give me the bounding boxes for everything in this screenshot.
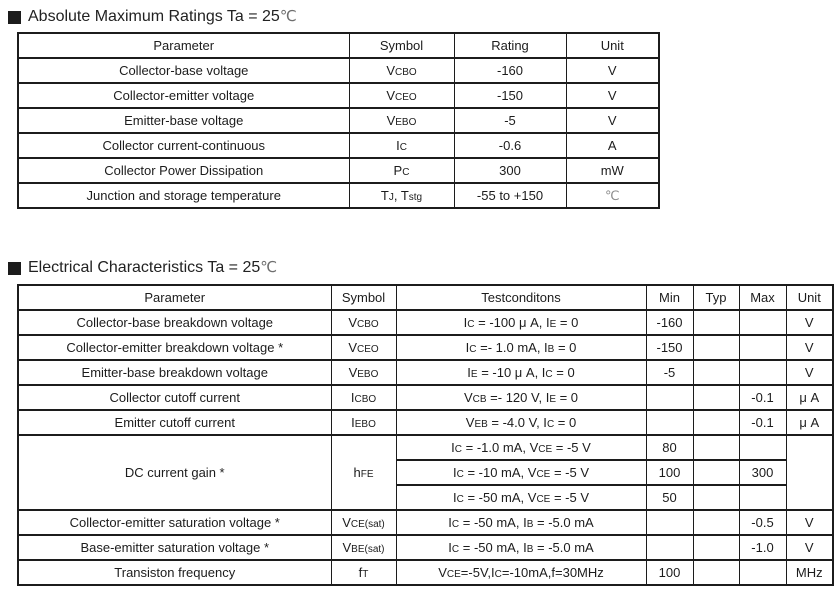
min-cell: 80 — [646, 435, 693, 460]
unit-cell: MHz — [786, 560, 833, 585]
rating-cell: -160 — [454, 58, 566, 83]
text-segment: = -1.0 mA, V — [462, 440, 539, 455]
text-segment: C — [494, 569, 502, 580]
text-segment: = -5 V — [550, 465, 590, 480]
text-segment: stg — [408, 192, 423, 203]
max-cell: -1.0 — [739, 535, 786, 560]
electrical-table — [17, 284, 834, 586]
testcondition-cell — [396, 485, 646, 510]
text-segment: I — [465, 340, 470, 355]
text-segment: I — [350, 390, 355, 405]
max-cell — [739, 485, 786, 510]
header-unit: Unit — [786, 285, 833, 310]
unit-cell: ℃ — [566, 183, 659, 208]
abs-max-title-text — [28, 7, 297, 27]
rating-cell: 300 — [454, 158, 566, 183]
text-segment: = -50 mA, V — [463, 490, 537, 505]
typ-cell — [693, 560, 739, 585]
typ-cell — [693, 310, 739, 335]
typ-cell — [693, 360, 739, 385]
text-segment: CE(sat) — [350, 519, 385, 530]
text-segment: FE — [360, 469, 374, 480]
degree-symbol: ℃ — [279, 8, 297, 25]
text-segment: C — [456, 494, 464, 505]
text-segment: B — [526, 544, 534, 555]
text-segment: C — [469, 344, 477, 355]
unit-cell: V — [786, 335, 833, 360]
testcondition-cell — [396, 560, 646, 585]
text-segment: P — [393, 163, 403, 178]
typ-cell — [693, 460, 739, 485]
text-segment: C — [546, 419, 555, 430]
unit-cell: μ A — [786, 410, 833, 435]
text-segment: V — [386, 88, 395, 103]
header-parameter: Parameter — [18, 285, 331, 310]
unit-cell: V — [786, 510, 833, 535]
text-segment: = -50 mA, I — [459, 515, 527, 530]
symbol-cell — [331, 435, 396, 510]
text-segment: I — [451, 440, 455, 455]
testcondition-cell — [396, 310, 646, 335]
text-segment: = -100 μ A, I — [474, 315, 550, 330]
text-segment: h — [353, 465, 361, 480]
text-segment: =- 1.0 mA, I — [476, 340, 548, 355]
param-cell: Collector-emitter breakdown voltage * — [18, 335, 331, 360]
text-segment: = 0 — [554, 340, 577, 355]
unit-cell — [786, 435, 833, 510]
text-segment: V — [386, 63, 395, 78]
table-row — [18, 510, 833, 535]
unit-cell: V — [786, 310, 833, 335]
text-segment: I — [448, 540, 452, 555]
text-segment: = -5 V — [550, 490, 590, 505]
param-cell: Collector Power Dissipation — [18, 158, 349, 183]
max-cell: -0.1 — [739, 385, 786, 410]
symbol-cell — [331, 410, 396, 435]
text-segment: I — [396, 138, 400, 153]
text-segment: V — [342, 540, 352, 555]
symbol-cell — [331, 360, 396, 385]
rating-cell: -55 to +150 — [454, 183, 566, 208]
typ-cell — [693, 435, 739, 460]
text-segment: = 0 — [555, 390, 579, 405]
text-segment: = 0 — [556, 315, 579, 330]
header-symbol: Symbol — [331, 285, 396, 310]
header-max: Max — [739, 285, 786, 310]
abs-max-table — [17, 32, 660, 209]
typ-cell — [693, 335, 739, 360]
unit-cell: μ A — [786, 385, 833, 410]
header-unit: Unit — [566, 33, 659, 58]
text-segment: J — [388, 192, 394, 203]
table-row — [18, 335, 833, 360]
elec-title-text — [28, 258, 277, 278]
symbol-cell — [331, 385, 396, 410]
max-cell — [739, 310, 786, 335]
param-cell: DC current gain * — [18, 435, 331, 510]
text-segment: EB — [474, 419, 488, 430]
text-segment: CE — [446, 569, 461, 580]
header-rating: Rating — [454, 33, 566, 58]
table-row — [18, 310, 833, 335]
param-cell: Collector-base voltage — [18, 58, 349, 83]
max-cell: -0.1 — [739, 410, 786, 435]
square-bullet-icon — [8, 262, 21, 275]
text-segment: I — [452, 465, 457, 480]
table-row — [18, 158, 659, 183]
param-cell: Transiston frequency — [18, 560, 331, 585]
text-segment: I — [448, 515, 452, 530]
table-row — [18, 133, 659, 158]
text-segment: CE — [536, 494, 551, 505]
unit-cell: V — [786, 360, 833, 385]
symbol-cell — [349, 183, 454, 208]
header-typ: Typ — [693, 285, 739, 310]
text-segment: T — [380, 188, 389, 203]
param-cell: Collector-base breakdown voltage — [18, 310, 331, 335]
table-row — [18, 360, 833, 385]
header-min: Min — [646, 285, 693, 310]
text-segment: E — [470, 369, 478, 380]
table-row — [18, 435, 833, 460]
symbol-cell — [331, 560, 396, 585]
header-testconditions: Testconditons — [396, 285, 646, 310]
text-segment: C — [451, 519, 460, 530]
text-segment: =- 120 V, I — [486, 390, 550, 405]
degree-symbol: ℃ — [260, 259, 278, 276]
text-segment: CB — [472, 394, 487, 405]
text-segment: C — [545, 369, 553, 380]
text-segment: = -50 mA, I — [459, 540, 527, 555]
min-cell: 100 — [646, 460, 693, 485]
text-segment: EBO — [395, 117, 417, 128]
typ-cell — [693, 535, 739, 560]
param-cell: Emitter-base voltage — [18, 108, 349, 133]
param-cell: Collector-emitter voltage — [18, 83, 349, 108]
min-cell — [646, 535, 693, 560]
text-segment: CBO — [395, 67, 417, 78]
text-segment: I — [452, 490, 457, 505]
symbol-cell — [349, 83, 454, 108]
testcondition-cell — [396, 535, 646, 560]
param-cell: Base-emitter saturation voltage * — [18, 535, 331, 560]
symbol-cell — [331, 535, 396, 560]
table-row — [18, 535, 833, 560]
text-segment: I — [351, 415, 355, 430]
title-text: Absolute Maximum Ratings Ta = 25 — [28, 8, 280, 25]
text-segment: C — [456, 469, 464, 480]
symbol-cell — [349, 58, 454, 83]
table-row — [18, 108, 659, 133]
text-segment: = -5.0 mA — [533, 540, 594, 555]
text-segment: C — [402, 167, 410, 178]
table-row — [18, 410, 833, 435]
text-segment: EBO — [357, 369, 379, 380]
symbol-cell — [349, 108, 454, 133]
min-cell: -5 — [646, 360, 693, 385]
text-segment: CEO — [357, 344, 379, 355]
text-segment: = -10 mA, V — [463, 465, 537, 480]
testcondition-cell — [396, 435, 646, 460]
text-segment: C — [454, 444, 463, 455]
text-segment: E — [549, 319, 557, 330]
text-segment: CEO — [395, 92, 417, 103]
table-row — [18, 58, 659, 83]
rating-cell: -5 — [454, 108, 566, 133]
text-segment: V — [348, 340, 357, 355]
text-segment: f — [358, 565, 363, 580]
title-text: Electrical Characteristics Ta = 25 — [28, 259, 261, 276]
table-row — [18, 183, 659, 208]
min-cell — [646, 385, 693, 410]
max-cell — [739, 360, 786, 385]
text-segment: V — [386, 113, 396, 128]
text-segment: V — [342, 515, 351, 530]
text-segment: = 0 — [552, 365, 575, 380]
symbol-cell — [331, 510, 396, 535]
text-segment: B — [526, 519, 534, 530]
param-cell: Junction and storage temperature — [18, 183, 349, 208]
text-segment: C — [399, 142, 407, 153]
param-cell: Collector cutoff current — [18, 385, 331, 410]
text-segment: CBO — [357, 319, 379, 330]
text-segment: EBO — [354, 419, 376, 430]
testcondition-cell — [396, 335, 646, 360]
typ-cell — [693, 510, 739, 535]
text-segment: V — [438, 565, 447, 580]
abs-max-title — [8, 7, 835, 27]
text-segment: = -5 V — [552, 440, 591, 455]
unit-cell: V — [566, 58, 659, 83]
text-segment: V — [348, 365, 358, 380]
elec-header-row — [18, 285, 833, 310]
text-segment: I — [467, 365, 471, 380]
elec-title — [8, 258, 835, 278]
abs-max-header-row — [18, 33, 659, 58]
table-row — [18, 385, 833, 410]
min-cell: 100 — [646, 560, 693, 585]
min-cell — [646, 410, 693, 435]
max-cell — [739, 560, 786, 585]
typ-cell — [693, 485, 739, 510]
rating-cell: -0.6 — [454, 133, 566, 158]
text-segment: = 0 — [554, 415, 577, 430]
testcondition-cell — [396, 510, 646, 535]
unit-cell: V — [566, 83, 659, 108]
text-segment: , T — [393, 188, 409, 203]
text-segment: B — [547, 344, 555, 355]
typ-cell — [693, 385, 739, 410]
rating-cell: -150 — [454, 83, 566, 108]
testcondition-cell — [396, 460, 646, 485]
text-segment: BE(sat) — [351, 544, 385, 555]
unit-cell: A — [566, 133, 659, 158]
param-cell: Collector current-continuous — [18, 133, 349, 158]
typ-cell — [693, 410, 739, 435]
param-cell: Emitter cutoff current — [18, 410, 331, 435]
text-segment: V — [348, 315, 357, 330]
text-segment: C — [451, 544, 460, 555]
max-cell: -0.5 — [739, 510, 786, 535]
text-segment: = -5.0 mA — [533, 515, 594, 530]
header-symbol: Symbol — [349, 33, 454, 58]
table-row — [18, 83, 659, 108]
min-cell: 50 — [646, 485, 693, 510]
text-segment: CE — [538, 444, 553, 455]
text-segment: =-5V,I — [460, 565, 495, 580]
text-segment: = -10 μ A, I — [477, 365, 546, 380]
text-segment: I — [463, 315, 468, 330]
text-segment: = -4.0 V, I — [487, 415, 547, 430]
unit-cell: V — [566, 108, 659, 133]
max-cell: 300 — [739, 460, 786, 485]
table-row — [18, 560, 833, 585]
testcondition-cell — [396, 410, 646, 435]
unit-cell: V — [786, 535, 833, 560]
text-segment: T — [362, 569, 369, 580]
unit-cell: mW — [566, 158, 659, 183]
testcondition-cell — [396, 360, 646, 385]
min-cell — [646, 510, 693, 535]
text-segment: CBO — [354, 394, 377, 405]
header-parameter: Parameter — [18, 33, 349, 58]
max-cell — [739, 435, 786, 460]
text-segment: CE — [536, 469, 551, 480]
text-segment: E — [549, 394, 556, 405]
text-segment: V — [465, 415, 475, 430]
param-cell: Collector-emitter saturation voltage * — [18, 510, 331, 535]
text-segment: V — [463, 390, 473, 405]
text-segment: =-10mA,f=30MHz — [501, 565, 604, 580]
testcondition-cell — [396, 385, 646, 410]
symbol-cell — [331, 335, 396, 360]
text-segment: C — [467, 319, 475, 330]
min-cell: -150 — [646, 335, 693, 360]
param-cell: Emitter-base breakdown voltage — [18, 360, 331, 385]
symbol-cell — [331, 310, 396, 335]
max-cell — [739, 335, 786, 360]
symbol-cell — [349, 158, 454, 183]
min-cell: -160 — [646, 310, 693, 335]
symbol-cell — [349, 133, 454, 158]
square-bullet-icon — [8, 11, 21, 24]
